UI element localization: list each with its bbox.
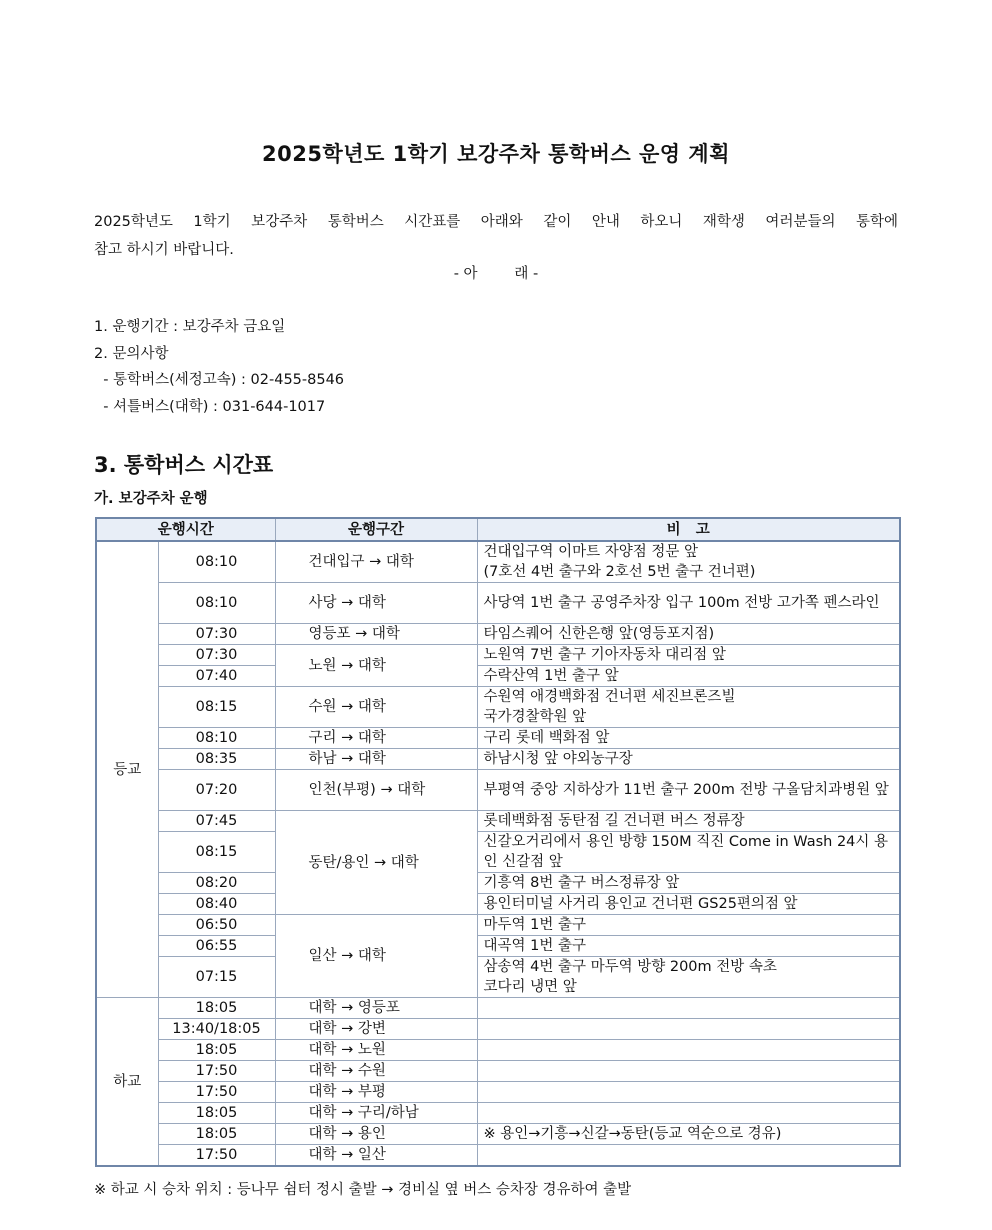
time-cell: 08:10 <box>158 583 275 624</box>
note-cell <box>477 1103 900 1124</box>
table-row <box>96 1040 900 1061</box>
time-cell: 06:55 <box>158 936 275 957</box>
route-cell: 동탄/용인 → 대학 <box>275 811 477 915</box>
note-cell: 기흥역 8번 출구 버스정류장 앞 <box>477 873 900 894</box>
table-row <box>96 541 900 583</box>
info-contact-heading: 2. 문의사항 <box>94 345 169 362</box>
info-list <box>94 314 344 420</box>
sub-title: 가. 보강주차 운행 <box>94 491 208 507</box>
note-cell <box>477 998 900 1019</box>
time-cell: 07:40 <box>158 666 275 687</box>
table-row <box>96 936 900 957</box>
time-cell: 08:35 <box>158 749 275 770</box>
schedule-body <box>96 541 900 1166</box>
note-cell: 노원역 7번 출구 기아자동차 대리점 앞 <box>477 645 900 666</box>
intro-paragraph <box>94 208 898 264</box>
table-row <box>96 645 900 666</box>
time-cell: 18:05 <box>158 1103 275 1124</box>
note-cell: 용인터미널 사거리 용인교 건너편 GS25편의점 앞 <box>477 894 900 915</box>
route-cell: 대학 → 구리/하남 <box>275 1103 477 1124</box>
note-cell: 타임스퀘어 신한은행 앞(영등포지점) <box>477 624 900 645</box>
note-cell: 수락산역 1번 출구 앞 <box>477 666 900 687</box>
table-row <box>96 687 900 728</box>
time-cell: 07:30 <box>158 645 275 666</box>
route-cell: 인천(부평) → 대학 <box>275 770 477 811</box>
route-cell: 대학 → 노원 <box>275 1040 477 1061</box>
note-cell: 대곡역 1번 출구 <box>477 936 900 957</box>
info-period: 1. 운행기간 : 보강주차 금요일 <box>94 319 286 335</box>
group-label: 하교 <box>96 998 158 1167</box>
time-cell: 07:20 <box>158 770 275 811</box>
header-time: 운행시간 <box>96 518 275 541</box>
group-label: 등교 <box>96 541 158 998</box>
note-cell: 수원역 애경백화점 건너편 세진브론즈빌 국가경찰학원 앞 <box>477 687 900 728</box>
note-cell <box>477 1040 900 1061</box>
time-cell: 08:15 <box>158 832 275 873</box>
time-cell: 08:10 <box>158 541 275 583</box>
table-row <box>96 811 900 832</box>
footer-note: ※ 하교 시 승차 위치 : 등나무 쉼터 정시 출발 → 경비실 옆 버스 승차장 경유하여 출발 <box>94 1182 632 1198</box>
table-row <box>96 832 900 873</box>
route-cell: 영등포 → 대학 <box>275 624 477 645</box>
header-route: 운행구간 <box>275 518 477 541</box>
note-cell: 하남시청 앞 야외농구장 <box>477 749 900 770</box>
time-cell: 07:15 <box>158 957 275 998</box>
time-cell: 17:50 <box>158 1145 275 1167</box>
route-cell: 대학 → 영등포 <box>275 998 477 1019</box>
intro-line: 2025학년도 1학기 보강주차 통학버스 시간표를 아래와 같이 안내 하오니 재학생 여러분들의 통학에 <box>94 214 898 230</box>
table-row <box>96 957 900 998</box>
note-cell <box>477 1061 900 1082</box>
table-row <box>96 1019 900 1040</box>
route-cell: 수원 → 대학 <box>275 687 477 728</box>
time-cell: 07:30 <box>158 624 275 645</box>
route-cell: 대학 → 일산 <box>275 1145 477 1167</box>
time-cell: 08:20 <box>158 873 275 894</box>
table-row <box>96 873 900 894</box>
table-header-row <box>96 518 900 541</box>
info-contact-bus: - 통학버스(세정고속) : 02-455-8546 <box>94 372 345 388</box>
section-title: 3. 통학버스 시간표 <box>94 453 274 477</box>
route-cell: 대학 → 강변 <box>275 1019 477 1040</box>
table-row <box>96 583 900 624</box>
note-cell: 마두역 1번 출구 <box>477 915 900 936</box>
note-cell: 부평역 중앙 지하상가 11번 출구 200m 전방 구올담치과병원 앞 <box>477 770 900 811</box>
notice-heading: - 아 래 - <box>453 266 539 282</box>
note-cell <box>477 1019 900 1040</box>
note-cell: 사당역 1번 출구 공영주차장 입구 100m 전방 고가쪽 펜스라인 <box>477 583 900 624</box>
note-cell: 삼송역 4번 출구 마두역 방향 200m 전방 속초 코다리 냉면 앞 <box>477 957 900 998</box>
route-cell: 대학 → 수원 <box>275 1061 477 1082</box>
time-cell: 18:05 <box>158 1040 275 1061</box>
schedule-table <box>95 517 901 1167</box>
route-cell: 하남 → 대학 <box>275 749 477 770</box>
table-row <box>96 915 900 936</box>
table-row <box>96 1124 900 1145</box>
table-row <box>96 1061 900 1082</box>
time-cell: 18:05 <box>158 998 275 1019</box>
route-cell: 대학 → 부평 <box>275 1082 477 1103</box>
route-cell: 사당 → 대학 <box>275 583 477 624</box>
time-cell: 08:15 <box>158 687 275 728</box>
page-title: 2025학년도 1학기 보강주차 통학버스 운영 계획 <box>262 142 730 166</box>
table-row <box>96 894 900 915</box>
note-cell: 신갈오거리에서 용인 방향 150M 직진 Come in Wash 24시 용인 신갈점 앞 <box>477 832 900 873</box>
table-row <box>96 770 900 811</box>
table-row <box>96 1082 900 1103</box>
route-cell: 대학 → 용인 <box>275 1124 477 1145</box>
note-cell: ※ 용인→기흥→신갈→동탄(등교 역순으로 경유) <box>477 1124 900 1145</box>
route-cell: 건대입구 → 대학 <box>275 541 477 583</box>
intro-line: 참고 하시기 바랍니다. <box>94 242 234 258</box>
time-cell: 08:10 <box>158 728 275 749</box>
table-row <box>96 1145 900 1167</box>
table-row <box>96 749 900 770</box>
info-contact-shuttle: - 셔틀버스(대학) : 031-644-1017 <box>94 398 326 415</box>
header-note: 비 고 <box>477 518 900 541</box>
route-cell: 일산 → 대학 <box>275 915 477 998</box>
time-cell: 17:50 <box>158 1061 275 1082</box>
table-row <box>96 666 900 687</box>
table-row <box>96 728 900 749</box>
route-cell: 노원 → 대학 <box>275 645 477 687</box>
route-cell: 구리 → 대학 <box>275 728 477 749</box>
time-cell: 08:40 <box>158 894 275 915</box>
note-cell: 구리 롯데 백화점 앞 <box>477 728 900 749</box>
table-row <box>96 1103 900 1124</box>
time-cell: 13:40/18:05 <box>158 1019 275 1040</box>
note-cell: 건대입구역 이마트 자양점 정문 앞 (7호선 4번 출구와 2호선 5번 출구 건너편) <box>477 541 900 583</box>
time-cell: 06:50 <box>158 915 275 936</box>
time-cell: 18:05 <box>158 1124 275 1145</box>
note-cell: 롯데백화점 동탄점 길 건너편 버스 정류장 <box>477 811 900 832</box>
time-cell: 07:45 <box>158 811 275 832</box>
note-cell <box>477 1082 900 1103</box>
note-cell <box>477 1145 900 1167</box>
table-row <box>96 998 900 1019</box>
table-row <box>96 624 900 645</box>
time-cell: 17:50 <box>158 1082 275 1103</box>
